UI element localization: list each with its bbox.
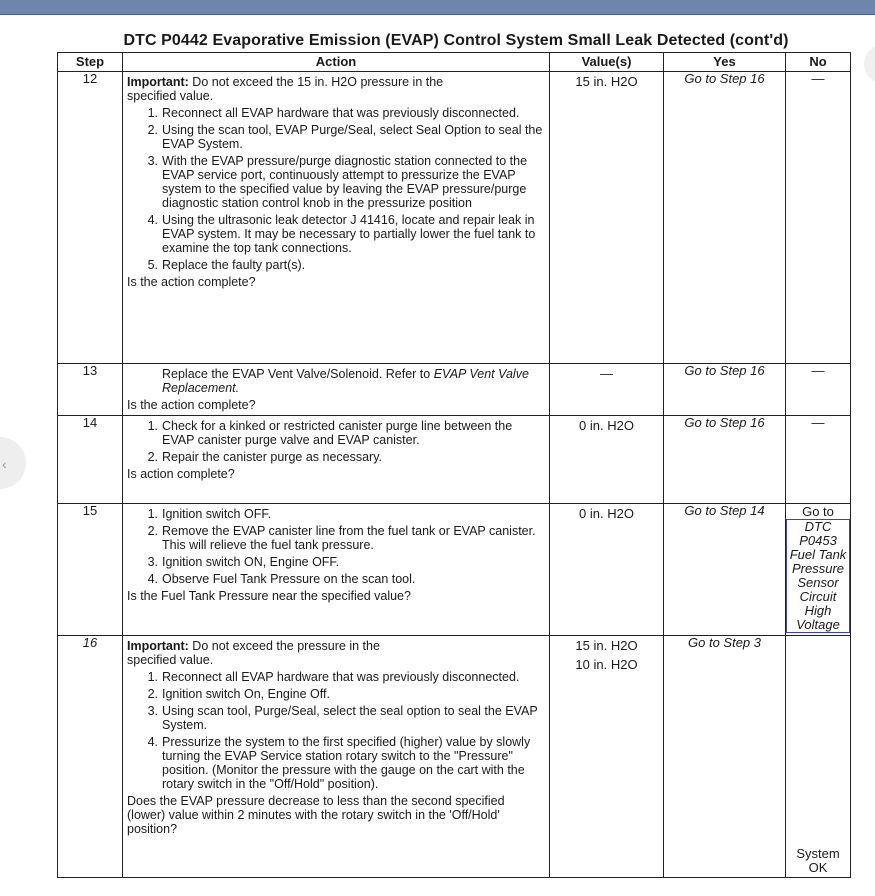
- list-item: Replace the EVAP Vent Valve/Solenoid. Refer to EVAP Vent Valve Replacement.: [162, 367, 529, 395]
- step-number: 12: [58, 72, 123, 364]
- header-yes: Yes: [664, 53, 786, 72]
- list-item: 3. Using scan tool, Purge/Seal, select the seal option to seal the EVAP System.: [147, 704, 538, 732]
- header-step: Step: [58, 53, 123, 72]
- action-question: Is the action complete?: [127, 275, 256, 289]
- list-item: 2. Using the scan tool, EVAP Purge/Seal, select Seal Option to seal the EVAP System.: [147, 123, 543, 151]
- action-cell: [123, 72, 550, 364]
- value-cell: 0 in. H2O: [550, 416, 664, 504]
- table-row-step-15: [58, 504, 851, 636]
- dtc-p0453-link[interactable]: DTC P0453 Fuel Tank Pressure Sensor Circuit High Voltage: [786, 519, 850, 633]
- list-item: 3. With the EVAP pressure/purge diagnostic station connected to the EVAP service port, continuously attempt to pressurize the EVAP system to the specified value by leaving the EVAP pressure/purge diagnostic station control knob in the pressurize position: [147, 154, 528, 210]
- list-item: 2. Ignition switch On, Engine Off.: [147, 687, 330, 701]
- table-header-row: [58, 53, 851, 72]
- list-item: 4. Observe Fuel Tank Pressure on the scan tool.: [147, 572, 416, 586]
- list-item: 1. Reconnect all EVAP hardware that was previously disconnected.: [147, 670, 520, 684]
- yes-cell: Go to Step 16: [664, 72, 786, 364]
- header-values: Value(s): [550, 53, 664, 72]
- no-cell: —: [786, 364, 851, 416]
- important-note: Important: Do not exceed the 15 in. H2O pressure in the: [127, 75, 444, 89]
- value-cell: 15 in. H2O: [550, 72, 664, 364]
- yes-cell: Go to Step 16: [664, 416, 786, 504]
- value-cell: [550, 636, 664, 878]
- go-to-label: Go to: [802, 504, 834, 519]
- list-item: 1. Reconnect all EVAP hardware that was previously disconnected.: [147, 106, 520, 120]
- action-cell: [123, 416, 550, 504]
- important-note: Important: Do not exceed the pressure in the: [127, 639, 380, 653]
- document-title: DTC P0442 Evaporative Emission (EVAP) Control System Small Leak Detected (cont'd): [123, 32, 789, 49]
- list-item: 2. Remove the EVAP canister line from the fuel tank or EVAP canister. This will relieve the fuel tank pressure.: [147, 524, 536, 552]
- important-note-cont: specified value.: [127, 653, 214, 667]
- list-item: 3. Ignition switch ON, Engine OFF.: [147, 555, 340, 569]
- next-page-button[interactable]: [864, 44, 875, 84]
- yes-cell: Go to Step 14: [664, 504, 786, 636]
- top-window-bar: [0, 0, 875, 15]
- step-number: 15: [58, 504, 123, 636]
- step-number: 14: [58, 416, 123, 504]
- table-row-step-13: [58, 364, 851, 416]
- important-note-cont: specified value.: [127, 89, 214, 103]
- no-cell: System OK: [786, 636, 851, 878]
- value-cell: —: [550, 364, 664, 416]
- no-cell: —: [786, 72, 851, 364]
- list-item: 1. Ignition switch OFF.: [147, 507, 272, 521]
- list-item: 1. Check for a kinked or restricted canister purge line between the EVAP canister purge valve and EVAP canister.: [147, 419, 513, 447]
- table-row-step-14: [58, 416, 851, 504]
- step-number: 16: [58, 636, 123, 878]
- table-row-step-12: [58, 72, 851, 364]
- value-low: 10 in. H2O: [575, 657, 638, 672]
- action-cell: [123, 636, 550, 878]
- action-cell: [123, 364, 550, 416]
- yes-cell: Go to Step 16: [664, 364, 786, 416]
- list-item: 2. Repair the canister purge as necessary.: [147, 450, 383, 464]
- diagnostic-table: [57, 52, 851, 878]
- value-high: 15 in. H2O: [575, 638, 638, 653]
- action-question: Is the action complete?: [127, 398, 256, 412]
- action-question: Is action complete?: [127, 467, 235, 481]
- table-row-step-16: [58, 636, 851, 878]
- chevron-left-icon: ‹: [2, 456, 7, 472]
- action-question: Is the Fuel Tank Pressure near the specified value?: [127, 589, 411, 603]
- list-item: 4. Using the ultrasonic leak detector J 41416, locate and repair leak in EVAP system. It may be necessary to partially lower the fuel tank to examine the top tank connections.: [147, 213, 536, 255]
- value-cell: 0 in. H2O: [550, 504, 664, 636]
- list-item: 4. Pressurize the system to the first specified (higher) value by slowly turning the EVAP Service station rotary switch to the "Pressure" position. (Monitor the pressure with the gauge on the cart with the rotary switch in the "Off/Hold" position).: [147, 735, 531, 791]
- header-action: Action: [123, 53, 550, 72]
- yes-cell: Go to Step 3: [664, 636, 786, 878]
- step-number: 13: [58, 364, 123, 416]
- list-item: 5. Replace the faulty part(s).: [147, 258, 306, 272]
- no-cell: —: [786, 416, 851, 504]
- no-cell: [786, 504, 851, 636]
- action-question: Does the EVAP pressure decrease to less than the second specified (lower) value within 2 minutes with the rotary switch in the 'Off/Hold' position?: [127, 794, 505, 836]
- header-no: No: [786, 53, 851, 72]
- action-cell: [123, 504, 550, 636]
